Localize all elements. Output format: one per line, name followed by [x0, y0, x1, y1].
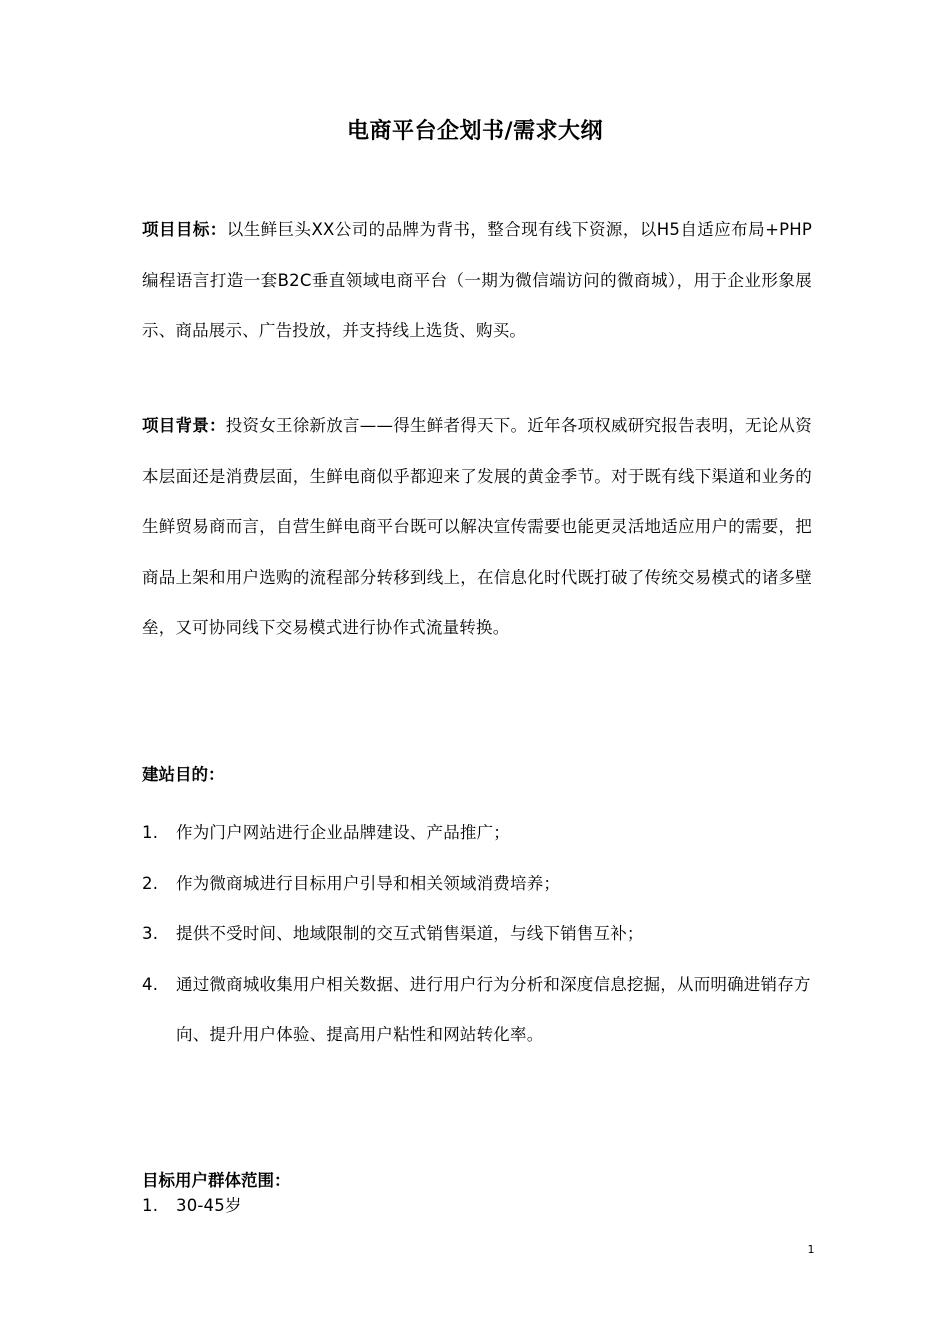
list-item	[142, 909, 812, 960]
target-users-heading: 目标用户群体范围：	[142, 1171, 291, 1190]
project-goal-paragraph	[142, 205, 812, 357]
purpose-list	[142, 808, 812, 1061]
page-number: 1	[807, 1243, 815, 1256]
list-item-number: 1.	[142, 823, 159, 842]
list-item	[142, 859, 812, 910]
project-background-paragraph	[142, 401, 812, 654]
list-item-text: 30-45岁	[176, 1196, 242, 1215]
project-background-label: 项目背景：	[142, 416, 226, 435]
purpose-heading: 建站目的：	[142, 765, 225, 784]
project-goal-text: 以生鲜巨头XX公司的品牌为背书，整合现有线下资源，以H5自适应布局+PHP编程语言打造一套B2C垂直领域电商平台（一期为微信端访问的微商城），用于企业形象展示、商品展示、广告投放，并支持线上选货、购买。	[142, 220, 813, 340]
document-title: 电商平台企划书/需求大纲	[346, 119, 604, 144]
list-item	[142, 960, 812, 1061]
list-item-number: 4.	[142, 974, 159, 994]
project-goal-label: 项目目标：	[142, 220, 227, 239]
target-users-list	[142, 1193, 812, 1219]
list-item-number: 1.	[142, 1196, 159, 1215]
list-item-text: 作为微商城进行目标用户引导和相关领域消费培养；	[176, 873, 561, 893]
list-item-text: 通过微商城收集用户相关数据、进行用户行为分析和深度信息挖掘，从而明确进销存方向、提升用户体验、提高用户粘性和网站转化率。	[176, 974, 811, 1044]
list-item-number: 2.	[142, 873, 159, 893]
project-background-text: 投资女王徐新放言——得生鲜者得天下。近年各项权威研究报告表明，无论从资本层面还是消费层面，生鲜电商似乎都迎来了发展的黄金季节。对于既有线下渠道和业务的生鲜贸易商而言，自营生鲜电商平台既可以解决宣传需要也能更灵活地适应用户的需要，把商品上架和用户选购的流程部分转移到线上，在信息化时代既打破了传统交易模式的诸多壁垒，又可协同线下交易模式进行协作式流量转换。	[142, 416, 813, 637]
list-item-text: 作为门户网站进行企业品牌建设、产品推广；	[176, 823, 510, 842]
list-item	[142, 1193, 812, 1219]
list-item-text: 提供不受时间、地域限制的交互式销售渠道，与线下销售互补；	[176, 924, 644, 943]
list-item	[142, 808, 812, 859]
list-item-number: 3.	[142, 924, 159, 943]
